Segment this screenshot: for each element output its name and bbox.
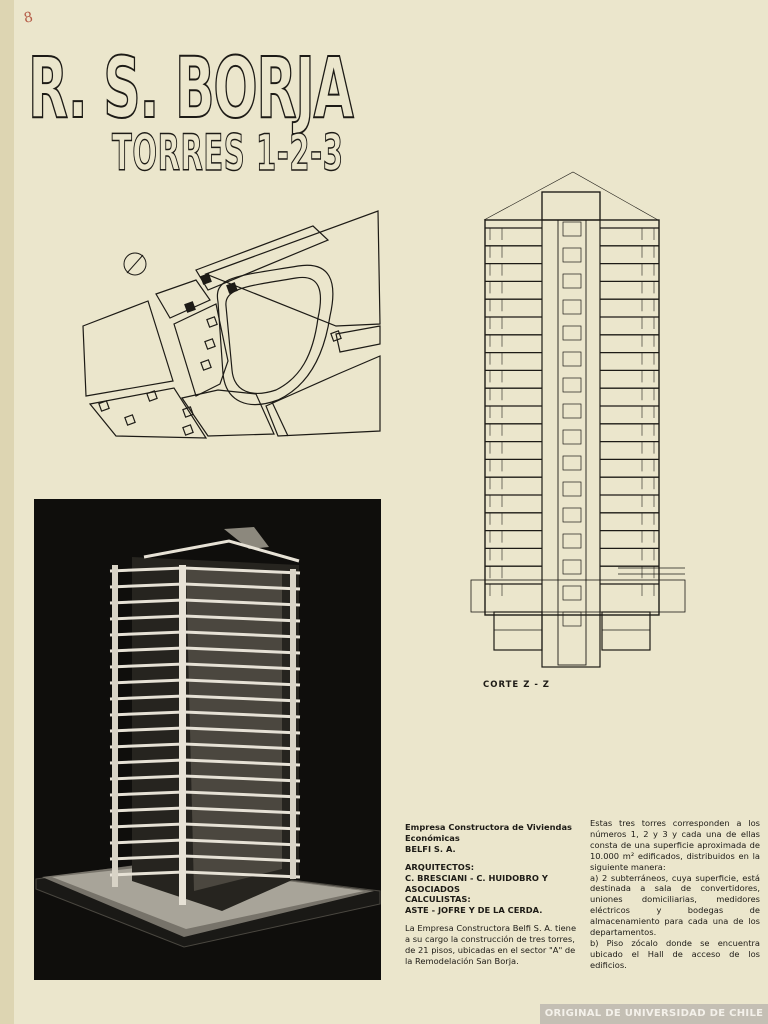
architects-label: ARQUITECTOS: [405, 861, 475, 872]
stair-window [563, 560, 581, 574]
stair-window [563, 274, 581, 288]
project-paragraph: La Empresa Constructora Belfi S. A. tiene a su cargo la construcción de tres torres, de 21 pisos, ubicadas en el sector "A" de la Remodelación San Borja. [405, 923, 577, 966]
item-a-paragraph: a) 2 subterráneos, cuya superficie, está destinada a sala de convertidores, uniones domiciliarias, medidores eléctricos y bodegas de almacenamiento para cada una de los departamentos. [590, 872, 760, 938]
stair-window [563, 222, 581, 236]
calculists-label: CALCULISTAS: [405, 894, 471, 905]
description-column [590, 818, 760, 971]
credits-column [405, 822, 577, 967]
item-b-paragraph: b) Piso zócalo donde se encuentra ubicado el Hall de acceso de los edificios. [590, 937, 760, 970]
model-photo [34, 499, 381, 980]
site-plan-drawing [78, 206, 384, 442]
architects-names: C. BRESCIANI - C. HUIDOBRO Y ASOCIADOS [405, 872, 548, 894]
stair-window [563, 482, 581, 496]
calculists-names: ASTE - JOFRE Y DE LA CERDA. [405, 905, 543, 916]
archive-stamp: ORIGINAL DE UNIVERSIDAD DE CHILE [540, 1004, 768, 1024]
stair-window [563, 404, 581, 418]
pencil-annotation: 8 [22, 9, 35, 27]
page-subtitle: TORRES 1-2-3 [112, 124, 344, 182]
company-description: Empresa Constructora de Viviendas Económicas [405, 822, 572, 843]
stair-window [563, 378, 581, 392]
section-drawing [468, 170, 688, 670]
stair-window [563, 248, 581, 262]
stair-window [563, 430, 581, 444]
section-caption: CORTE Z - Z [483, 680, 550, 690]
stair-window [563, 534, 581, 548]
page-title: R. S. BORJA [28, 39, 353, 137]
stair-window [563, 326, 581, 340]
stair-window [563, 300, 581, 314]
stair-window [563, 508, 581, 522]
stair-window [563, 352, 581, 366]
stair-window [563, 456, 581, 470]
company-name: BELFI S. A. [405, 843, 456, 854]
north-arrow-icon [124, 253, 146, 275]
stair-window [563, 612, 581, 626]
page-edge [0, 0, 14, 1024]
intro-paragraph: Estas tres torres corresponden a los números 1, 2 y 3 y cada una de ellas consta de una superficie aproximada de 10.000 m² edificados, distribuidos en la siguiente manera: [590, 818, 760, 872]
stair-window [563, 586, 581, 600]
